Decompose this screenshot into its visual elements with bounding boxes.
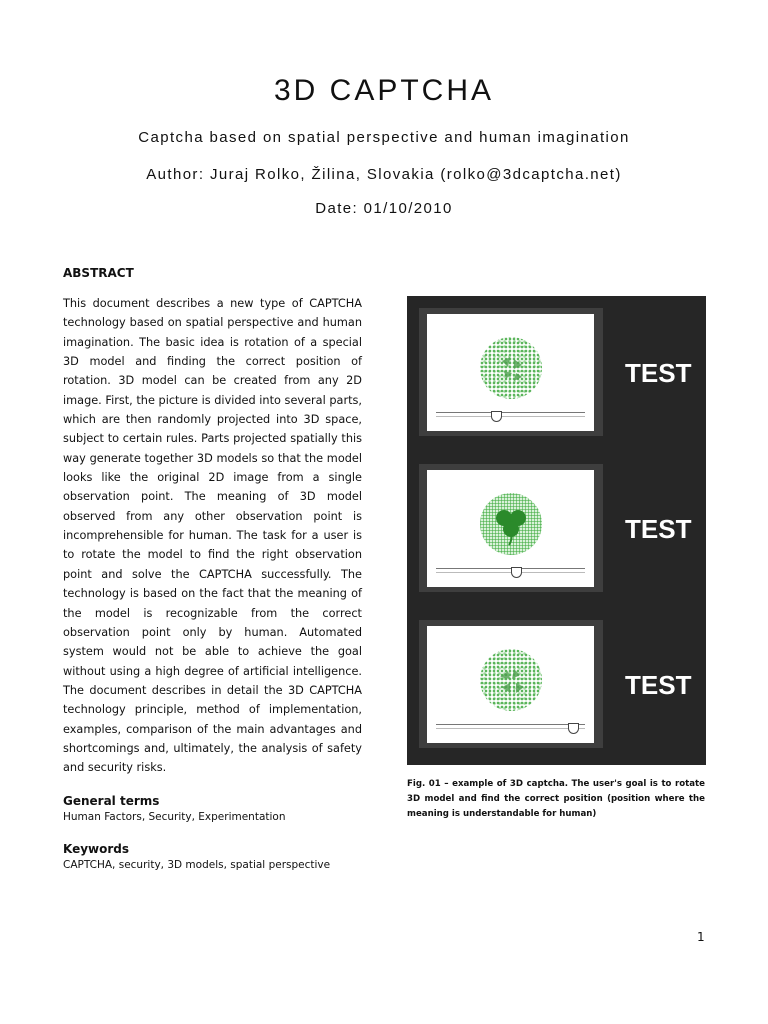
left-column: [63, 266, 362, 873]
captcha-panel-3: [419, 620, 603, 748]
test-label-3: TEST: [625, 670, 692, 700]
captcha-panel-1: [419, 308, 603, 436]
rotation-slider-1[interactable]: [436, 412, 585, 417]
abstract-body: This document describes a new type of CAPTCHA technology based on spatial perspective and human imagination. The basic idea is rotation of a special 3D model and finding the correct position of rotation. 3D model can be created from any 2D image. First, the picture is divided into several parts, which are then randomly projected into 3D space, subject to certain rules. Parts projected spatially this way generate together 3D models so that the model looks like the original 2D image from a single observation point. The meaning of 3D model observed from any other observation point is incomprehensible for human. The task for a user is to rotate the model to find the right observation point and solve the CAPTCHA successfully. The technology is based on the fact that the meaning of the model is recognizable from the correct observation point only by human. Automated system would not be able to achieve the goal without using a high degree of artificial intelligence. The document describes in detail the 3D CAPTCHA technology principle, method of implementation, examples, comparison of the main advantages and shortcomings and, ultimately, the analysis of safety and security risks.: [63, 297, 362, 775]
scattered-clover-image: [480, 649, 542, 711]
general-terms-body: Human Factors, Security, Experimentation: [63, 810, 286, 823]
page-number: 1: [697, 930, 705, 944]
page-subtitle: Captcha based on spatial perspective and human imagination: [138, 129, 630, 146]
keywords-heading: Keywords: [63, 841, 130, 856]
test-label-1: TEST: [625, 358, 692, 388]
page-title: 3D CAPTCHA: [273, 74, 495, 107]
general-terms-heading: General terms: [63, 793, 160, 808]
slider-handle[interactable]: [511, 567, 522, 578]
clover-image: [480, 493, 542, 555]
keywords-body: CAPTCHA, security, 3D models, spatial perspective: [63, 858, 331, 871]
keywords-section: [63, 841, 362, 873]
captcha-panel-2: [419, 464, 603, 592]
slider-handle[interactable]: [491, 411, 502, 422]
abstract-heading: ABSTRACT: [63, 266, 134, 280]
rotation-slider-2[interactable]: [436, 568, 585, 573]
author-line: Author: Juraj Rolko, Žilina, Slovakia (rolko@3dcaptcha.net): [146, 166, 622, 183]
scattered-clover-image: [480, 337, 542, 399]
captcha-screen-3: [427, 626, 594, 743]
figure-caption: Fig. 01 – example of 3D captcha. The user's goal is to rotate 3D model and find the correct position (position where the meaning is understandable for human): [407, 779, 705, 819]
date-line: Date: 01/10/2010: [315, 200, 453, 217]
general-terms-section: [63, 793, 362, 825]
captcha-screen-1: [427, 314, 594, 431]
test-label-2: TEST: [625, 514, 692, 544]
rotation-slider-3[interactable]: [436, 724, 585, 729]
captcha-figure: [407, 296, 706, 765]
slider-handle[interactable]: [568, 723, 579, 734]
captcha-screen-2: [427, 470, 594, 587]
